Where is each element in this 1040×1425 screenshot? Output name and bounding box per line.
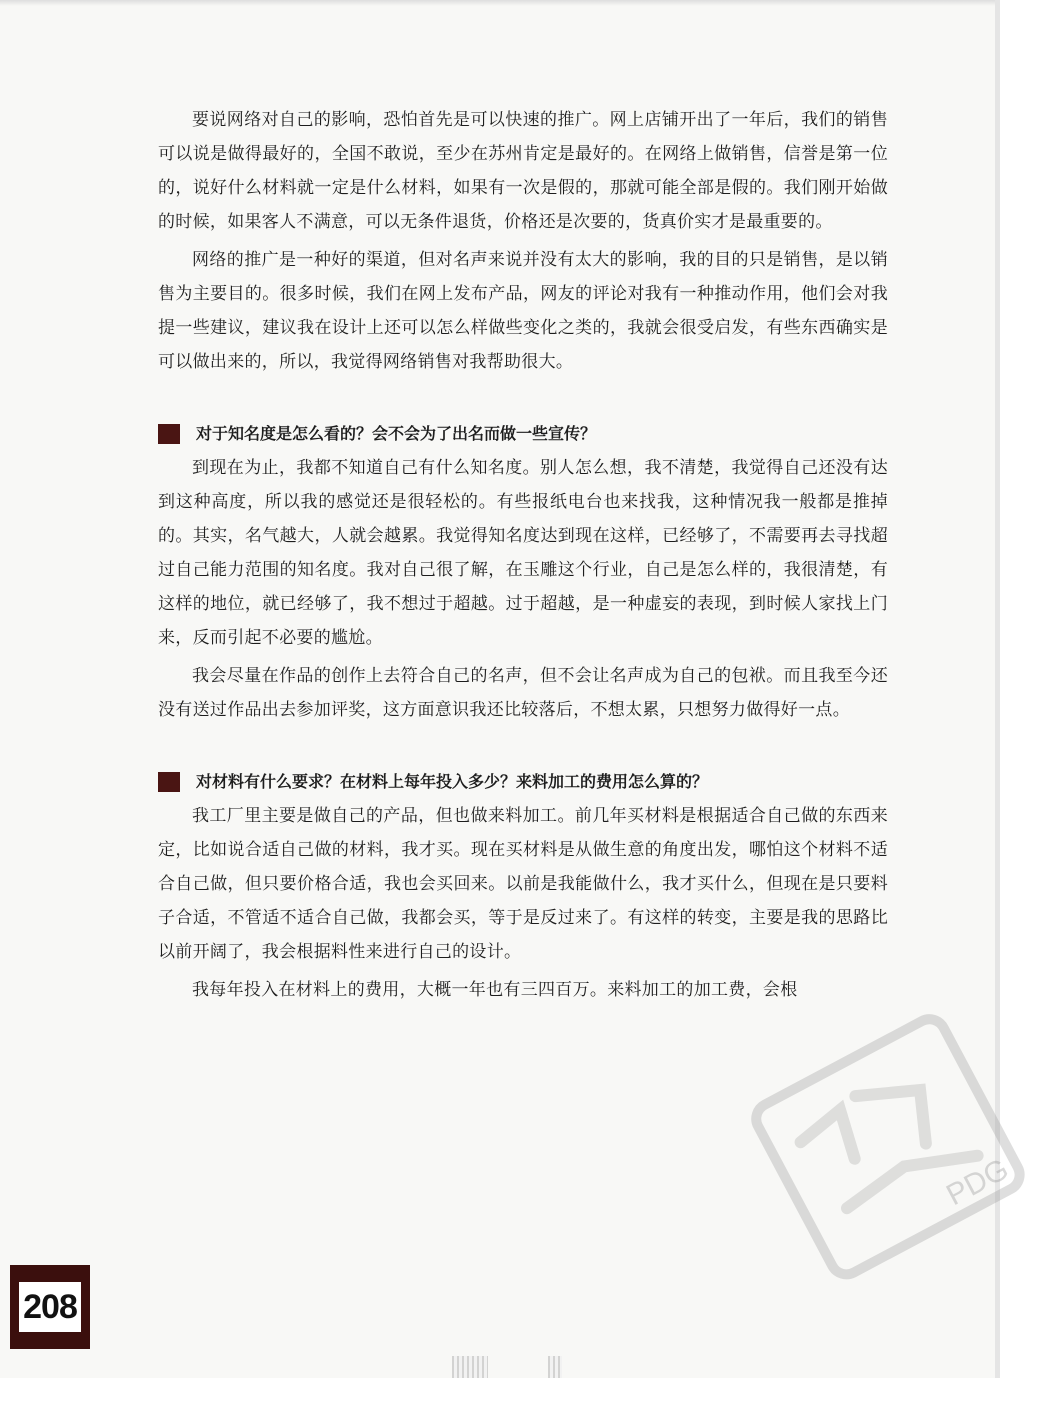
paragraph: 我工厂里主要是做自己的产品，但也做来料加工。前几年买材料是根据适合自己做的东西来定，比如说合适自己做的材料，我才买。现在买材料是从做生意的角度出发，哪怕这个材料不适合自己做，但只要价格合适，我也会买回来。以前是我能做什么，我才买什么，但现在是只要料子合适，不管适不适合自己做，我都会买，等于是反过来了。有这样的转变，主要是我的思路比以前开阔了，我会根据料性来进行自己的设计。	[158, 806, 888, 962]
paragraph: 我会尽量在作品的创作上去符合自己的名声，但不会让名声成为自己的包袱。而且我至今还没有送过作品出去参加评奖，这方面意识我还比较落后，不想太累，只想努力做得好一点。	[158, 666, 888, 720]
paragraph: 要说网络对自己的影响，恐怕首先是可以快速的推广。网上店铺开出了一年后，我们的销售可以说是做得最好的，全国不敢说，至少在苏州肯定是最好的。在网络上做销售，信誉是第一位的，说好什么材料就一定是什么材料，如果有一次是假的，那就可能全部是假的。我们刚开始做的时候，如果客人不满意，可以无条件退货，价格还是次要的，货真价实才是最重要的。	[158, 110, 888, 232]
scan-artifact	[548, 1356, 562, 1378]
section-heading	[158, 419, 888, 449]
page-number: 208	[19, 1282, 81, 1332]
section-heading-text: 对于知名度是怎么看的？会不会为了出名而做一些宣传？	[196, 424, 597, 443]
square-bullet-icon	[158, 424, 180, 444]
watermark-text: PDG	[941, 1152, 1015, 1213]
paragraph: 到现在为止，我都不知道自己有什么知名度。别人怎么想，我不清楚，我觉得自己还没有达到这种高度，所以我的感觉还是很轻松的。有些报纸电台也来找我，这种情况我一般都是推掉的。其实，名气越大，人就会越累。我觉得知名度达到现在这样，已经够了，不需要再去寻找超过自己能力范围的知名度。我对自己很了解，在玉雕这个行业，自己是怎么样的，我很清楚，有这样的地位，就已经够了，我不想过于超越。过于超越，是一种虚妄的表现，到时候人家找上门来，反而引起不必要的尴尬。	[158, 458, 888, 648]
section-heading-text: 对材料有什么要求？在材料上每年投入多少？来料加工的费用怎么算的？	[196, 772, 709, 791]
square-bullet-icon	[158, 772, 180, 792]
scan-top-edge	[0, 0, 995, 6]
page-number-box	[10, 1265, 90, 1349]
paragraph: 网络的推广是一种好的渠道，但对名声来说并没有太大的影响，我的目的只是销售，是以销售为主要目的。很多时候，我们在网上发布产品，网友的评论对我有一种推动作用，他们会对我提一些建议，建议我在设计上还可以怎么样做些变化之类的，我就会很受启发，有些东西确实是可以做出来的，所以，我觉得网络销售对我帮助很大。	[158, 250, 888, 372]
scan-bottom-margin	[0, 1378, 1000, 1425]
paragraph: 我每年投入在材料上的费用，大概一年也有三四百万。来料加工的加工费，会根	[192, 980, 798, 1000]
scan-right-edge	[995, 0, 1000, 1425]
scan-artifact	[452, 1356, 488, 1378]
section-heading	[158, 767, 888, 797]
page-content	[158, 103, 888, 1007]
